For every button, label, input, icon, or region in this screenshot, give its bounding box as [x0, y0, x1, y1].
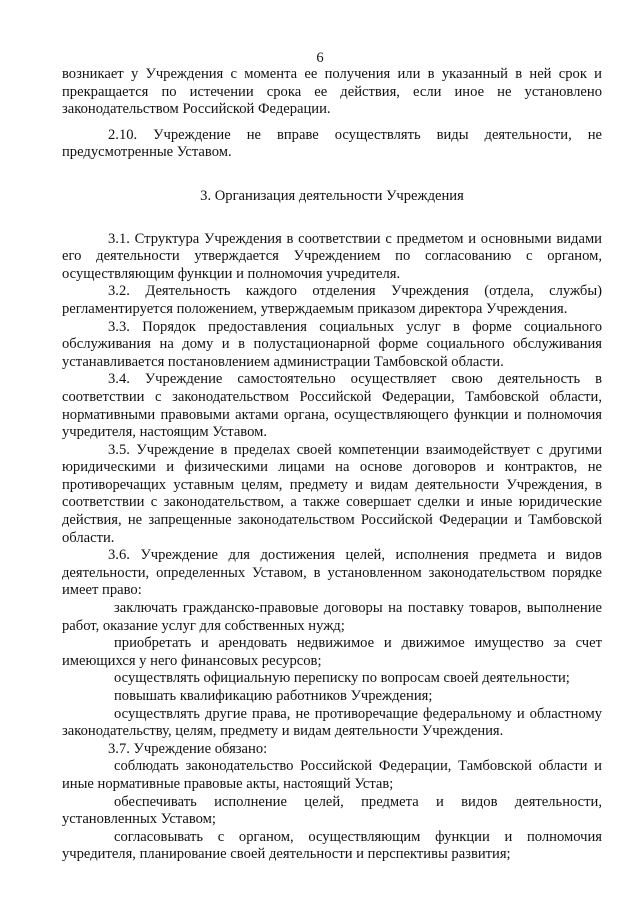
paragraph-2-10: 2.10. Учреждение не вправе осуществлять виды деятельности, не предусмотренные Уставом. — [62, 126, 602, 161]
paragraph-3-5: 3.5. Учреждение в пределах своей компетенции взаимодействует с другими юридическими и физическими лицами на основе договоров и контрактов, не противоречащих уставным целям, предмету и видам деятельности Учреждения, в соответствии с законодательством, а также совершает сделки и иные юридические действия, не запрещенные законодательством Российской Федерации и Тамбовской области. — [62, 441, 602, 546]
rights-item: приобретать и арендовать недвижимое и движимое имущество за счет имеющихся у него финансовых ресурсов; — [62, 635, 602, 669]
obligation-item: обеспечивать исполнение целей, предмета и видов деятельности, установленных Уставом; — [62, 793, 602, 828]
paragraph-continuation: возникает у Учреждения с момента ее получения или в указанный в ней срок и прекращается по истечении срока ее действия, если иное не установлено законодательством Российской Федерации. — [62, 66, 602, 118]
section-heading: 3. Организация деятельности Учреждения — [200, 187, 464, 204]
paragraph-3-6: 3.6. Учреждение для достижения целей, исполнения предмета и видов деятельности, определенных Уставом, в установленном законодательством порядке имеет право: — [62, 547, 602, 599]
rights-item: заключать гражданско-правовые договоры на поставку товаров, выполнение работ, оказание услуг для собственных нужд; — [62, 600, 602, 634]
paragraph-3-3: 3.3. Порядок предоставления социальных услуг в форме социального обслуживания на дому и в полустационарной форме социального обслуживания устанавливается постановлением администрации Тамбовской области. — [62, 318, 602, 370]
obligation-item: согласовывать с органом, осуществляющим функции и полномочия учредителя, планирование своей деятельности и перспективы развития; — [62, 828, 602, 863]
obligation-item: соблюдать законодательство Российской Федерации, Тамбовской области и иные нормативные правовые акты, настоящий Устав; — [62, 758, 602, 792]
document-body — [62, 66, 602, 864]
page-number: 6 — [316, 50, 324, 66]
paragraph-3-4: 3.4. Учреждение самостоятельно осуществляет свою деятельность в соответствии с законодательством Российской Федерации, Тамбовской области, нормативными правовыми актами органа, осуществляющего функции и полномочия учредителя, настоящим Уставом. — [62, 371, 602, 441]
rights-item: повышать квалификацию работников Учреждения; — [114, 688, 433, 704]
rights-item: осуществлять другие права, не противоречащие федеральному и областному законодательству, целям, предмету и видам деятельности Учреждения. — [62, 705, 602, 740]
paragraph-3-2: 3.2. Деятельность каждого отделения Учреждения (отдела, службы) регламентируется положением, утверждаемым приказом директора Учреждения. — [62, 283, 602, 317]
rights-item: осуществлять официальную переписку по вопросам своей деятельности; — [114, 670, 570, 687]
paragraph-3-1: 3.1. Структура Учреждения в соответствии с предметом и основными видами его деятельности утверждается Учреждением по согласованию с органом, осуществляющим функции и полномочия учредителя. — [62, 230, 602, 282]
paragraph-3-7: 3.7. Учреждение обязано: — [108, 740, 268, 757]
